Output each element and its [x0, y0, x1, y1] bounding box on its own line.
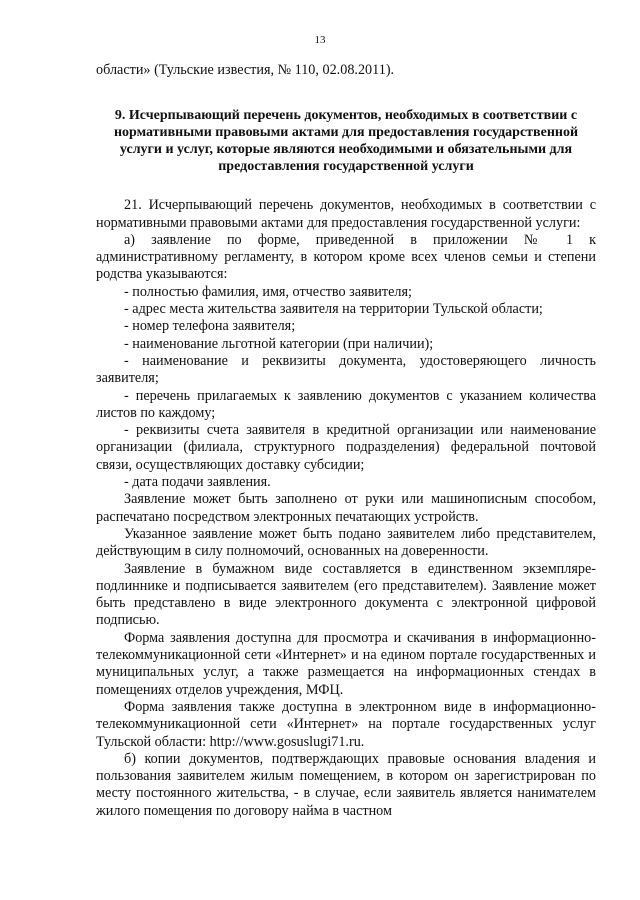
paragraph: Форма заявления также доступна в электронном виде в информационно-телекоммуникационной сети «Интернет» на портале государственных услуг Тульской области: http://www.gosuslugi71.ru.: [96, 698, 596, 750]
list-item: - номер телефона заявителя;: [124, 318, 296, 335]
item-a: а) заявление по форме, приведенной в приложении № 1 к административному регламенту, в котором кроме всех членов семьи и степени родства указываются:: [96, 231, 596, 283]
paragraph: Заявление в бумажном виде составляется в единственном экземпляре-подлиннике и подписывается заявителем (его представителем). Заявление может быть представлено в виде электронного документа с электронной цифровой подписью.: [96, 560, 596, 629]
list-item: - наименование и реквизиты документа, удостоверяющего личность заявителя;: [96, 352, 596, 387]
paragraph: Форма заявления доступна для просмотра и скачивания в информационно-телекоммуникационной сети «Интернет» и на едином портале государственных и муниципальных услуг, а также размещается на информационных стендах в помещениях отделов учреждения, МФЦ.: [96, 629, 596, 698]
list-item: - дата подачи заявления.: [124, 474, 271, 491]
list-item: - адрес места жительства заявителя на территории Тульской области;: [124, 301, 543, 318]
list-item: - перечень прилагаемых к заявлению документов с указанием количества листов по каждому;: [96, 387, 596, 421]
page-number: 13: [314, 34, 326, 46]
list-item: - наименование льготной категории (при наличии);: [124, 335, 434, 352]
continuation-line: области» (Тульские известия, № 110, 02.08.2011).: [96, 62, 395, 78]
list-item: - полностью фамилия, имя, отчество заявителя;: [124, 283, 412, 300]
section-heading: 9. Исчерпывающий перечень документов, необходимых в соответствии с нормативными правовыми актами для предоставления государственной услуги и услуг, которые являются необходимыми и обязательными для предоставления государственной услуги: [113, 108, 579, 175]
paragraph: Указанное заявление может быть подано заявителем либо представителем, действующим в силу полномочий, основанных на доверенности.: [96, 525, 596, 560]
list-item: - реквизиты счета заявителя в кредитной организации или наименование организации (филиала, структурного подразделения) федеральной почтовой связи, осуществляющих доставку субсидии;: [96, 422, 596, 473]
document-body: [96, 62, 596, 820]
paragraph-21: 21. Исчерпывающий перечень документов, необходимых в соответствии с нормативными правовыми актами для предоставления государственной услуги:: [96, 197, 596, 231]
item-b: б) копии документов, подтверждающих правовые основания владения и пользования заявителем жилым помещением, в котором он зарегистрирован по месту постоянного жительства, - в случае, если заявитель является нанимателем жилого помещения по договору найма в частном: [96, 750, 596, 819]
paragraph: Заявление может быть заполнено от руки или машинописным способом, распечатано посредством электронных печатающих устройств.: [96, 491, 596, 525]
